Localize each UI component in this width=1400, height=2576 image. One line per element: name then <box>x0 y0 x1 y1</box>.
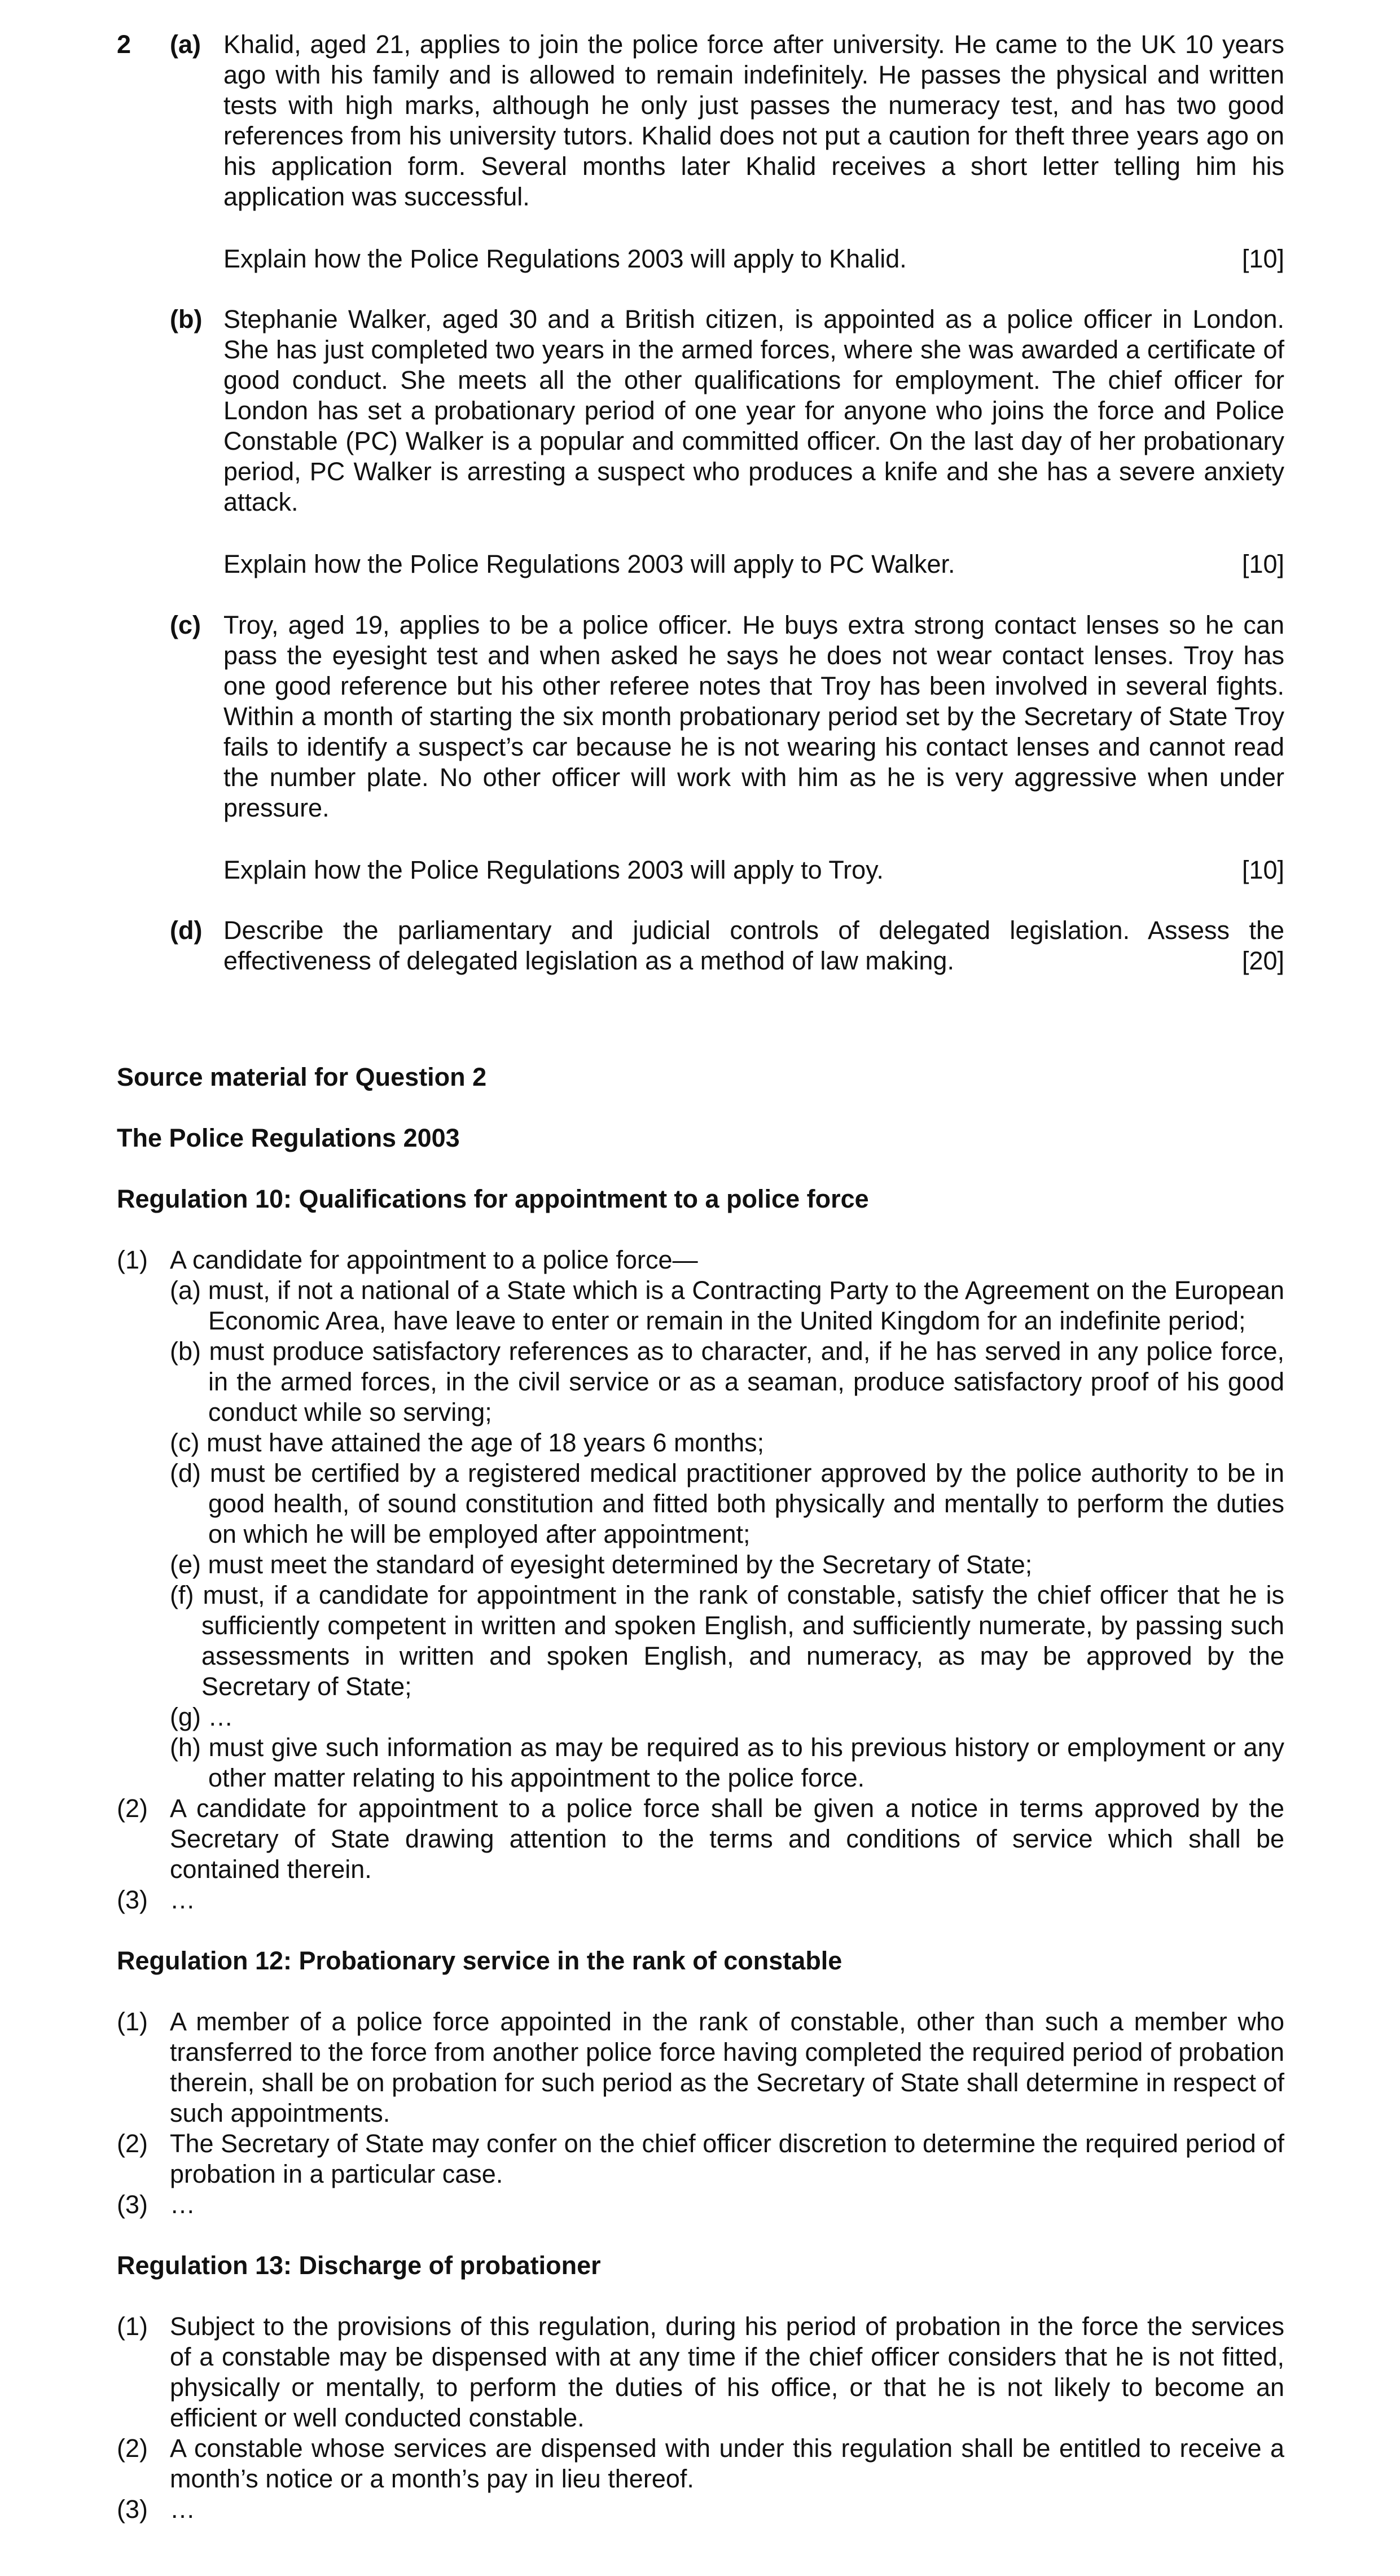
reg10-sub-g-text: … <box>208 1702 234 1731</box>
reg13-p1-text: Subject to the provisions of this regulation, during his period of probation in the force the services of a constable may be dispensed with at any time if the chief officer considers that he is not fitted, physically or mentally, to perform the duties of his office, or that he is not likely to become an efficient or well conducted constable. <box>170 2312 1284 2432</box>
reg12-p2-number: (2) <box>117 2129 148 2158</box>
part-a-label: (a) <box>170 30 201 59</box>
reg10-p1-number: (1) <box>117 1245 148 1274</box>
reg10-p2-number: (2) <box>117 1794 148 1823</box>
reg12-p2-text: The Secretary of State may confer on the chief officer discretion to determine the required period of probation in a particular case. <box>170 2129 1284 2188</box>
reg12-p1-text: A member of a police force appointed in the rank of constable, other than such a member who transferred to the force from another police force having completed the required period of probation therein, shall be on probation for such period as the Secretary of State shall determine in respect of such appointments. <box>170 2007 1284 2127</box>
reg13-heading: Regulation 13: Discharge of probationer <box>117 2251 601 2280</box>
reg10-sub-c <box>170 1428 1284 1458</box>
reg10-sub-g <box>170 1702 1284 1732</box>
reg10-sub-c-text: must have attained the age of 18 years 6 months; <box>207 1428 765 1457</box>
source-heading: Source material for Question 2 <box>117 1063 487 1091</box>
reg10-sub-h-label: (h) <box>170 1733 201 1762</box>
reg10-p2-text: A candidate for appointment to a police force shall be given a notice in terms approved by the Secretary of State drawing attention to the terms and conditions of service which shall be contained therein. <box>170 1794 1284 1884</box>
part-b-scenario: Stephanie Walker, aged 30 and a British citizen, is appointed as a police officer in London. She has just completed two years in the armed forces, where she was awarded a certificate of good conduct. She meets all the other qualifications for employment. The chief officer for London has set a probationary period of one year for anyone who joins the force and Police Constable (PC) Walker is a popular and committed officer. On the last day of her probationary period, PC Walker is arresting a suspect who produces a knife and she has a severe anxiety attack. <box>223 305 1284 516</box>
part-d-label: (d) <box>170 916 203 945</box>
part-c-marks: [10] <box>1241 855 1284 884</box>
reg10-sub-e-text: must meet the standard of eyesight determined by the Secretary of State; <box>208 1550 1033 1579</box>
reg10-sub-a <box>170 1275 1284 1336</box>
reg10-p3-text: … <box>170 1885 195 1914</box>
part-d-line-2-row <box>223 946 1284 976</box>
part-b-task: Explain how the Police Regulations 2003 will apply to PC Walker. <box>223 550 955 578</box>
part-c-scenario: Troy, aged 19, applies to be a police officer. He buys extra strong contact lenses so he can pass the eyesight test and when asked he says he does not wear contact lenses. Troy has one good reference but his other referee notes that Troy has been involved in several fights. Within a month of starting the six month probationary period set by the Secretary of State Troy fails to identify a suspect’s car because he is not wearing his contact lenses and cannot read the number plate. No other officer will work with him as he is very aggressive when under pressure. <box>223 611 1284 822</box>
reg10-sub-a-text: must, if not a national of a State which is a Contracting Party to the Agreement on the European Economic Area, have leave to enter or remain in the United Kingdom for an indefinite period; <box>208 1276 1284 1335</box>
part-b-marks: [10] <box>1241 550 1284 578</box>
part-d-marks: [20] <box>1241 946 1284 975</box>
reg10-sub-f-text: must, if a candidate for appointment in the rank of constable, satisfy the chief officer that he is sufficiently competent in written and spoken English, and sufficiently numerate, by passing such assessments in written and spoken English, and numeracy, as may be approved by the Secretary of State; <box>201 1581 1284 1701</box>
reg10-sub-b-label: (b) <box>170 1337 201 1366</box>
reg10-sub-d-text: must be certified by a registered medical practitioner approved by the police authority to be in good health, of sound constitution and fitted both physically and mentally to perform the duties on which he will be employed after appointment; <box>208 1459 1284 1548</box>
reg10-sub-b-text: must produce satisfactory references as to character, and, if he has served in any police force, in the armed forces, in the civil service or as a seaman, produce satisfactory proof of his good conduct while so serving; <box>208 1337 1284 1427</box>
reg13-p3-number: (3) <box>117 2495 148 2524</box>
reg13-p3-text: … <box>170 2495 195 2524</box>
part-c-label: (c) <box>170 611 201 639</box>
source-title: The Police Regulations 2003 <box>117 1124 460 1152</box>
part-a-marks: [10] <box>1241 244 1284 273</box>
reg10-sub-a-label: (a) <box>170 1276 201 1305</box>
reg12-p3-number: (3) <box>117 2190 148 2219</box>
question-number: 2 <box>117 30 131 59</box>
reg12-p3-text: … <box>170 2190 195 2219</box>
reg10-p3-number: (3) <box>117 1885 148 1914</box>
reg10-sub-d <box>170 1458 1284 1550</box>
part-b-label: (b) <box>170 305 203 333</box>
part-a-task: Explain how the Police Regulations 2003 will apply to Khalid. <box>223 244 907 273</box>
reg10-sub-f <box>170 1580 1284 1702</box>
reg10-sub-h <box>170 1732 1284 1793</box>
reg10-sub-h-text: must give such information as may be required as to his previous history or employment or any other matter relating to his appointment to the police force. <box>208 1733 1284 1792</box>
reg10-sub-g-label: (g) <box>170 1702 201 1731</box>
reg10-subparagraphs <box>170 1275 1284 1793</box>
part-c-task: Explain how the Police Regulations 2003 will apply to Troy. <box>223 855 884 884</box>
reg12-p1-number: (1) <box>117 2007 148 2036</box>
reg12-heading: Regulation 12: Probationary service in the rank of constable <box>117 1946 842 1975</box>
reg10-heading: Regulation 10: Qualifications for appointment to a police force <box>117 1184 869 1213</box>
reg10-sub-e-label: (e) <box>170 1550 201 1579</box>
reg10-sub-d-label: (d) <box>170 1459 201 1487</box>
part-a-task-row <box>223 244 1284 274</box>
reg10-sub-c-label: (c) <box>170 1428 200 1457</box>
reg10-p1-intro: A candidate for appointment to a police force— <box>170 1245 698 1274</box>
reg10-sub-b <box>170 1336 1284 1428</box>
reg13-p2-number: (2) <box>117 2434 148 2463</box>
part-d-line-2: effectiveness of delegated legislation as a method of law making. <box>223 946 954 975</box>
reg13-p1-number: (1) <box>117 2312 148 2341</box>
part-b-task-row <box>223 549 1284 580</box>
part-c-task-row <box>223 855 1284 885</box>
reg13-p2-text: A constable whose services are dispensed with under this regulation shall be entitled to receive a month’s notice or a month’s pay in lieu thereof. <box>170 2434 1284 2493</box>
part-d-line-1: Describe the parliamentary and judicial controls of delegated legislation. Assess the <box>223 916 1284 945</box>
reg10-sub-f-label: (f) <box>170 1581 194 1609</box>
part-a-scenario: Khalid, aged 21, applies to join the police force after university. He came to the UK 10 years ago with his family and is allowed to remain indefinitely. He passes the physical and written tests with high marks, although he only just passes the numeracy test, and has two good references from his university tutors. Khalid does not put a caution for theft three years ago on his application form. Several months later Khalid receives a short letter telling him his application was successful. <box>223 30 1284 211</box>
reg10-sub-e <box>170 1550 1284 1580</box>
